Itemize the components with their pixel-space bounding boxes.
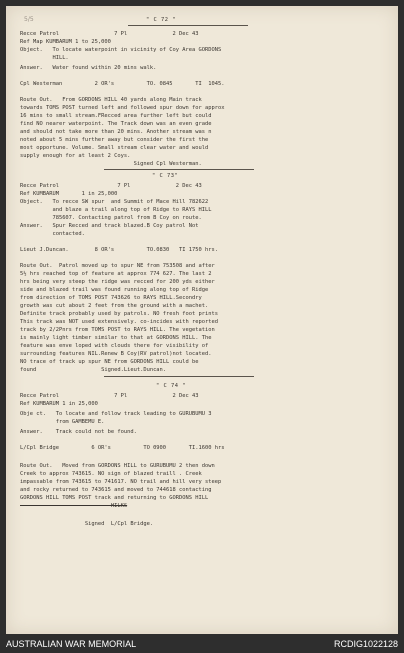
report-line: Ref KUMBARUM 1 in 25,000 [20, 191, 118, 197]
report-line: growth was cut about 2 feet from the ground with a machet. [20, 303, 209, 309]
report-line: Recce Patrol 7 Pl 2 Dec 43 [20, 31, 199, 37]
report-line: feature was enve loped with clouds there for visibility of [20, 343, 209, 349]
report-line: Creek to approx 743615. NO sign of blazed traill . Creek [20, 471, 202, 477]
report-line: Route Out. Patrol moved up to spur NE from 753508 and after [20, 263, 215, 269]
report-line: most opportune. Volume. Small stream clear water and would [20, 145, 209, 151]
document-page [6, 6, 398, 634]
section-header-c72: " C 72 " [146, 17, 176, 23]
report-line: track by 2/2Pnrs from TOMS POST to RAYS HILL. The vegetation [20, 327, 215, 333]
report-line: towards TOMS POST turned left and followed spur down for approx [20, 105, 225, 111]
report-line: Object. To recce SW spur and Summit of Mace Hill 782622 [20, 199, 209, 205]
report-line: Definite track probably used by patrols. NO fresh foot prints [20, 311, 218, 317]
section-divider [104, 376, 254, 377]
report-line: supply enough for at least 2 Coys. [20, 153, 131, 159]
report-line: HILL. [20, 55, 69, 61]
report-line: GORDONS HILL TOMS POST track and returning to GORDONS HILL [20, 495, 209, 501]
report-line: find NO nearer waterpoint. The Track down was an even grade [20, 121, 212, 127]
report-line: side and blazed trail was found running along top of Ridge [20, 287, 209, 293]
report-line: Signed L/Cpl Bridge. [20, 521, 154, 527]
report-line: is mainly light timber similar to that at GORDONS HILL. The [20, 335, 212, 341]
report-line: from direction of TOMS POST 743626 to RAYS HILL.Secondry [20, 295, 202, 301]
section-header-c74: " C 74 " [156, 383, 186, 389]
report-line: and should not take more than 20 mins. Another stream was n [20, 129, 212, 135]
report-line: Recce Patrol 7 Pl 2 Dec 43 [20, 183, 202, 189]
report-line: Answer. Track could not be found. [20, 429, 137, 435]
report-line: Cpl Westerman 2 OR's TO. 0845 TI 1045. [20, 81, 225, 87]
report-line: 785607. Contacting patrol from B Coy on route. [20, 215, 202, 221]
report-line: Obje ct. To locate and follow track leading to GURUBUMU 3 [20, 411, 212, 417]
footer-source: AUSTRALIAN WAR MEMORIAL [6, 639, 137, 649]
report-line: and blaze a trail along top of Ridge to RAYS HILL [20, 207, 212, 213]
header-rule [128, 25, 248, 26]
corner-mark: 5/5 [24, 16, 34, 23]
report-line: L/Cpl Bridge 6 OR's TO 0900 TI.1600 hrs [20, 445, 225, 451]
report-line: surrounding features NIL.Renew B Coy(RV patrol)not located. [20, 351, 212, 357]
report-line: contacted. [20, 231, 85, 237]
report-line: Answer. Water found within 20 mins walk. [20, 65, 157, 71]
report-line: Route Out. Moved from GORDONS HILL to GURUBUMU 2 then down [20, 463, 215, 469]
archive-footer [0, 636, 404, 653]
report-line: from GAMBEMU E. [20, 419, 105, 425]
footer-record-id: RCDIG1022128 [333, 639, 398, 649]
report-line: found Signed.Lieut.Duncan. [20, 367, 167, 373]
report-line: 5½ hrs reached top of feature at approx 774 627. The last 2 [20, 271, 212, 277]
typed-report [6, 6, 398, 634]
report-line: Signed Cpl Westerman. [20, 161, 202, 167]
report-line: Route Out. From GORDONS HILL 40 yards along Main track [20, 97, 202, 103]
report-line: impassable from 743615 to 741617. NO trail and hill very steep [20, 479, 222, 485]
report-line: HILKS [20, 503, 128, 509]
report-line: This track was NOT used extensively. co-incides with reported [20, 319, 218, 325]
report-line: Ref KUMBARUM 1 in 25,000 [20, 401, 98, 407]
section-divider [104, 169, 254, 170]
report-line: Lieut J.Duncan. 8 OR's TO.0830 TI 1750 hrs. [20, 247, 218, 253]
report-line: Object. To locate waterpoint in vicinity of Coy Area GORDONS [20, 47, 222, 53]
report-line: 16 mins to small stream.FRecced area further left but could [20, 113, 212, 119]
section-header-c73: " C 73" [152, 173, 179, 179]
report-line: Answer. Spur Recced and track blazed.B Coy patrol Not [20, 223, 199, 229]
report-line: Recce Patrol 7 Pl 2 Dec 43 [20, 393, 199, 399]
report-line: and rocky returned to 743615 and moved to 744618 contacting [20, 487, 212, 493]
report-line: hrs being very steep the ridge was recced for 200 yds either [20, 279, 215, 285]
report-line: NO trace of track up spur NE from GORDONS HILL could be [20, 359, 199, 365]
report-line: noted about 5 mins further away but consider the first the [20, 137, 209, 143]
report-line: Ref Map KUMBARUM 1 to 25,000 [20, 39, 111, 45]
